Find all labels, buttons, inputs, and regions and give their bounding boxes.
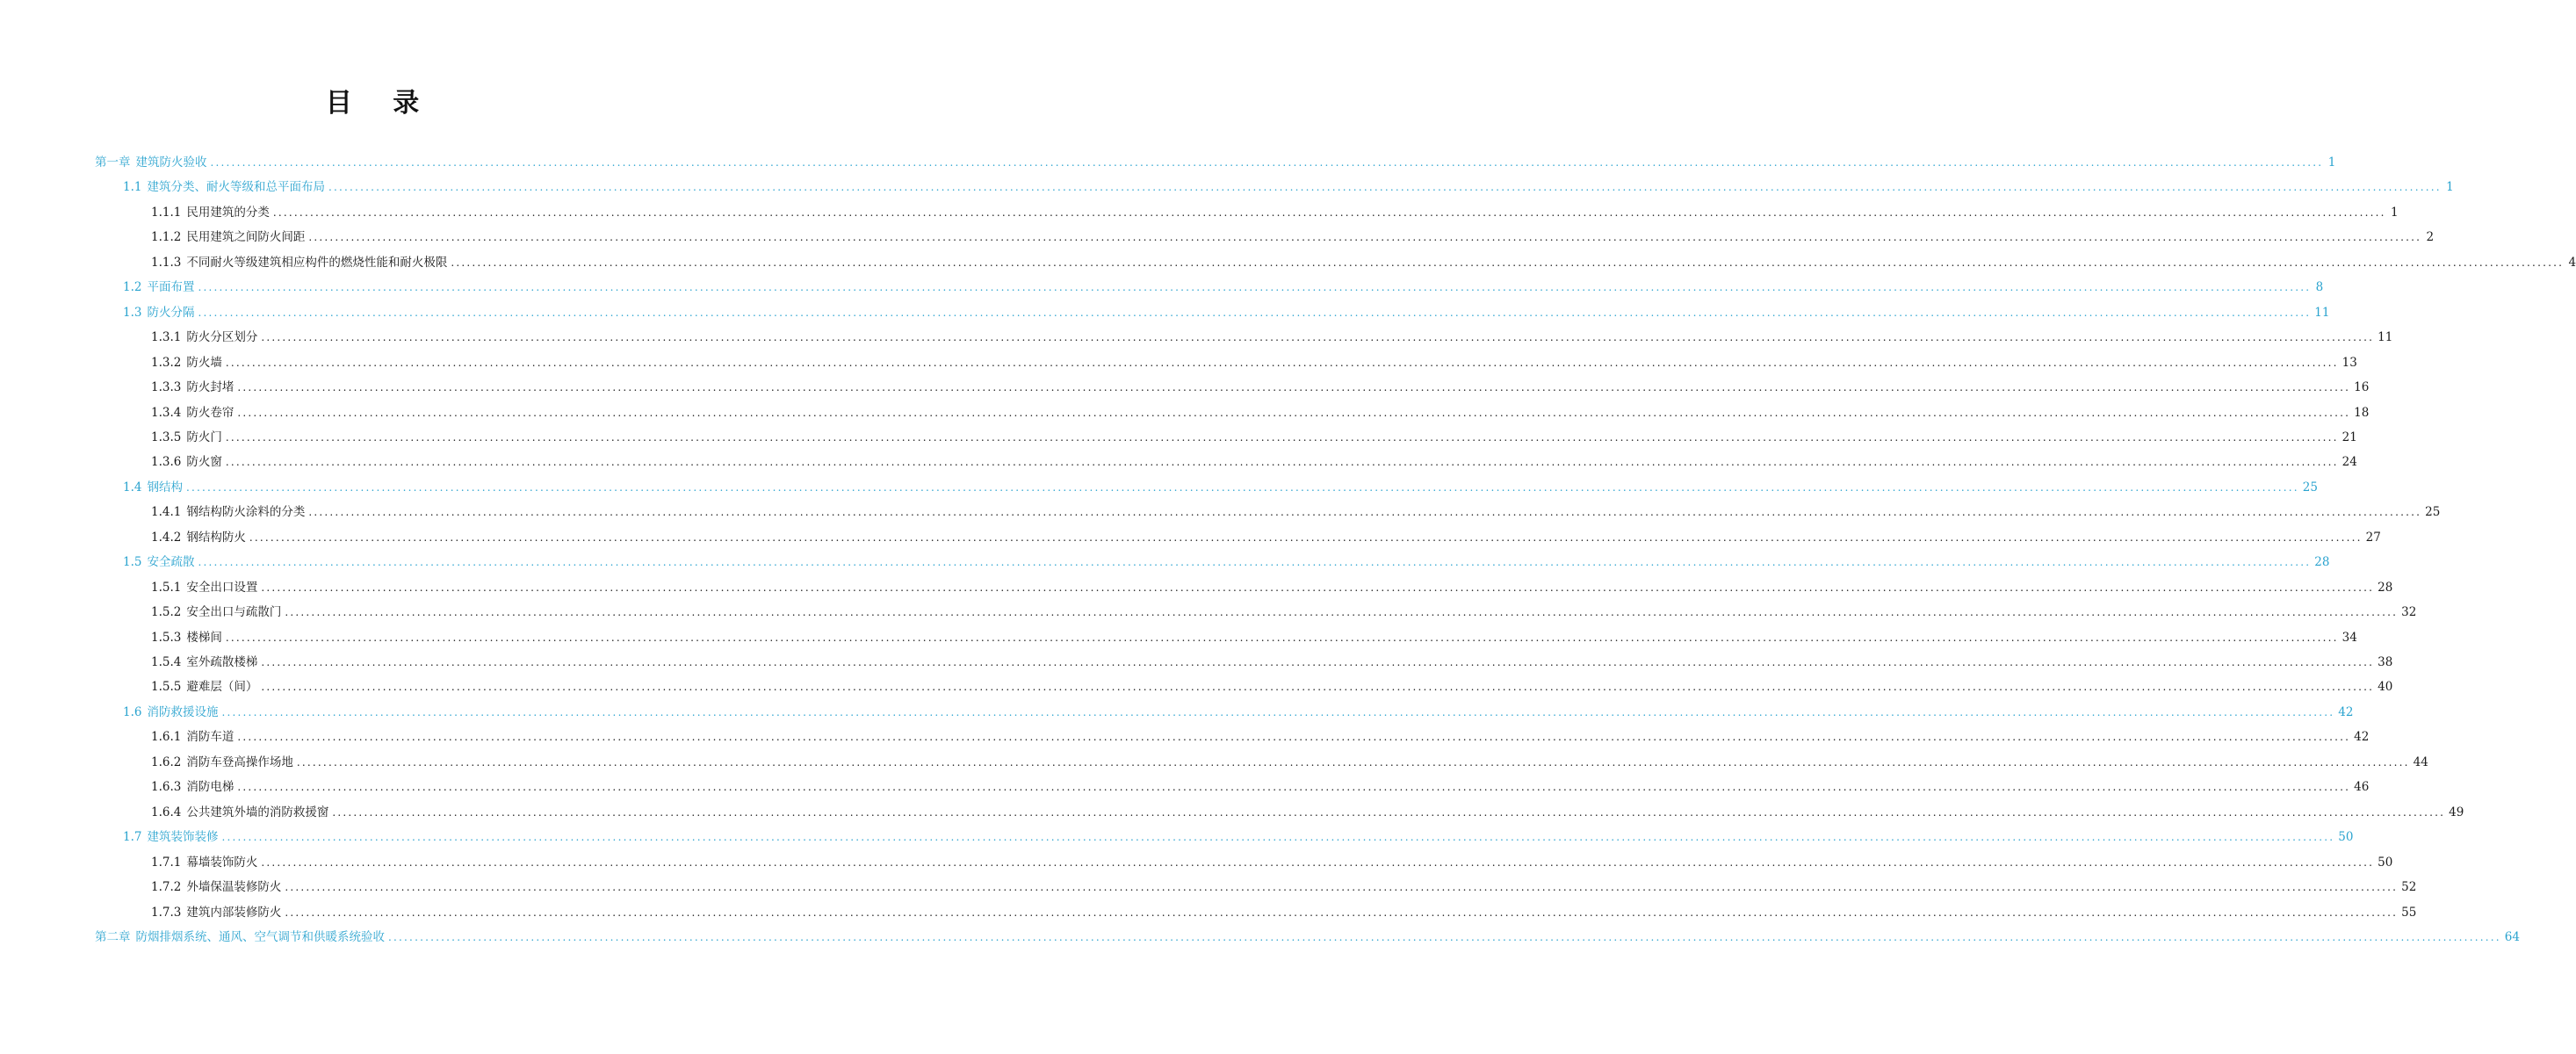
toc-leader-dots: ................................................................................................................................................................................................................................................................................................................................................................................................................ bbox=[308, 231, 2422, 244]
toc-entry[interactable] bbox=[151, 750, 2428, 775]
toc-entry-number: 第一章 bbox=[95, 155, 131, 170]
toc-entry-number: 第二章 bbox=[95, 929, 131, 944]
toc-entry-page: 1 bbox=[2391, 205, 2399, 220]
toc-entry[interactable] bbox=[151, 575, 2393, 600]
toc-entry-page: 34 bbox=[2341, 630, 2357, 645]
toc-entry-title: 建筑分类、耐火等级和总平面布局 bbox=[147, 180, 325, 195]
toc-entry-page: 25 bbox=[2302, 480, 2318, 495]
toc-leader-dots: ................................................................................................................................................................................................................................................................................................................................................................................................................ bbox=[221, 705, 2335, 718]
toc-entry-number: 1.3.5 bbox=[151, 430, 182, 444]
toc-leader-dots: ................................................................................................................................................................................................................................................................................................................................................................................................................ bbox=[388, 930, 2501, 943]
toc-entry-title: 安全出口与疏散门 bbox=[186, 605, 282, 620]
toc-entry[interactable] bbox=[151, 875, 2417, 899]
toc-entry-number: 1.4.1 bbox=[151, 505, 182, 520]
toc-entry-number: 1.1 bbox=[123, 180, 142, 195]
toc-entry-number: 1.1.1 bbox=[151, 205, 182, 220]
toc-entry[interactable] bbox=[151, 725, 2370, 749]
toc-entry-page: 28 bbox=[2314, 555, 2330, 570]
toc-entry-page: 18 bbox=[2354, 405, 2370, 420]
toc-entry-page: 38 bbox=[2378, 655, 2393, 669]
toc-entry-page: 11 bbox=[2314, 305, 2330, 320]
toc-entry-number: 1.5.3 bbox=[151, 630, 182, 645]
toc-leader-dots: ................................................................................................................................................................................................................................................................................................................................................................................................................ bbox=[272, 206, 2386, 219]
toc-entry-title: 室外疏散楼梯 bbox=[186, 655, 258, 669]
toc-entry-page: 46 bbox=[2354, 780, 2370, 795]
toc-entry-number: 1.7.2 bbox=[151, 880, 182, 895]
toc-entry-page: 4 bbox=[2568, 255, 2576, 270]
toc-entry-number: 1.7 bbox=[123, 830, 142, 845]
toc-entry-title: 防火门 bbox=[186, 430, 222, 444]
toc-entry-page: 42 bbox=[2338, 704, 2354, 719]
toc-entry-number: 1.3.1 bbox=[151, 330, 182, 345]
toc-entry-number: 1.5.5 bbox=[151, 680, 182, 695]
toc-entry[interactable] bbox=[151, 350, 2357, 375]
toc-entry-number: 1.5.1 bbox=[151, 580, 182, 595]
toc-entry[interactable] bbox=[151, 775, 2370, 799]
toc-entry[interactable] bbox=[151, 450, 2357, 474]
toc-leader-dots: ................................................................................................................................................................................................................................................................................................................................................................................................................ bbox=[185, 480, 2299, 494]
toc-entry-number: 1.6.1 bbox=[151, 730, 182, 745]
toc-entry-title: 钢结构防火涂料的分类 bbox=[186, 505, 306, 520]
toc-leader-dots: ................................................................................................................................................................................................................................................................................................................................................................................................................ bbox=[221, 831, 2335, 844]
toc-entry-title: 平面布置 bbox=[147, 280, 195, 295]
toc-entry-number: 1.4.2 bbox=[151, 530, 182, 545]
toc-entry-number: 1.4 bbox=[123, 480, 142, 495]
toc-leader-dots: ................................................................................................................................................................................................................................................................................................................................................................................................................ bbox=[237, 731, 2351, 744]
toc-entry[interactable] bbox=[151, 600, 2417, 624]
toc-entry-title: 防火分隔 bbox=[147, 305, 195, 320]
toc-entry-title: 楼梯间 bbox=[186, 630, 222, 645]
toc-entry[interactable] bbox=[151, 850, 2393, 875]
toc-entry-number: 1.1.2 bbox=[151, 230, 182, 245]
toc-entry[interactable] bbox=[123, 825, 2354, 849]
toc-entry-number: 1.7.3 bbox=[151, 905, 182, 920]
toc-leader-dots: ................................................................................................................................................................................................................................................................................................................................................................................................................ bbox=[237, 406, 2351, 419]
toc-entry-page: 25 bbox=[2425, 505, 2441, 520]
toc-leader-dots: ................................................................................................................................................................................................................................................................................................................................................................................................................ bbox=[225, 430, 2339, 444]
toc-leader-dots: ................................................................................................................................................................................................................................................................................................................................................................................................................ bbox=[261, 331, 2375, 344]
toc-entry-title: 消防车道 bbox=[186, 730, 235, 745]
toc-leader-dots: ................................................................................................................................................................................................................................................................................................................................................................................................................ bbox=[198, 281, 2312, 294]
toc-entry[interactable] bbox=[151, 650, 2393, 675]
toc-entry[interactable] bbox=[151, 401, 2370, 425]
toc-entry-title: 钢结构 bbox=[147, 480, 183, 495]
toc-leader-dots: ................................................................................................................................................................................................................................................................................................................................................................................................................ bbox=[225, 631, 2339, 644]
toc-entry-title: 消防救援设施 bbox=[147, 704, 219, 719]
toc-entry[interactable] bbox=[123, 300, 2330, 325]
toc-entry-number: 1.7.1 bbox=[151, 855, 182, 870]
toc-entry[interactable] bbox=[151, 325, 2393, 350]
toc-entry[interactable] bbox=[151, 625, 2357, 650]
toc-entry-number: 1.6.4 bbox=[151, 805, 182, 819]
toc-entry-page: 50 bbox=[2338, 830, 2354, 845]
toc-leader-dots: ................................................................................................................................................................................................................................................................................................................................................................................................................ bbox=[225, 356, 2339, 369]
toc-entry-page: 1 bbox=[2446, 180, 2454, 195]
toc-leader-dots: ................................................................................................................................................................................................................................................................................................................................................................................................................ bbox=[261, 681, 2375, 694]
toc-entry-page: 1 bbox=[2327, 155, 2336, 170]
toc-entry-page: 55 bbox=[2401, 905, 2417, 920]
toc-leader-dots: ................................................................................................................................................................................................................................................................................................................................................................................................................ bbox=[308, 506, 2422, 519]
toc-entry-title: 避难层（间） bbox=[186, 680, 258, 695]
toc-entry-title: 民用建筑之间防火间距 bbox=[186, 230, 306, 245]
toc-leader-dots: ................................................................................................................................................................................................................................................................................................................................................................................................................ bbox=[451, 256, 2565, 269]
toc-entry-page: 32 bbox=[2401, 605, 2417, 620]
toc-leader-dots: ................................................................................................................................................................................................................................................................................................................................................................................................................ bbox=[249, 531, 2363, 544]
toc-entry-number: 1.3 bbox=[123, 305, 142, 320]
toc-entry[interactable] bbox=[123, 550, 2330, 574]
toc-entry[interactable] bbox=[95, 925, 2520, 949]
toc-entry-title: 钢结构防火 bbox=[186, 530, 246, 545]
toc-entry-title: 建筑内部装修防火 bbox=[186, 905, 282, 920]
toc-entry-page: 16 bbox=[2354, 380, 2370, 395]
toc-leader-dots: ................................................................................................................................................................................................................................................................................................................................................................................................................ bbox=[332, 805, 2446, 819]
toc-entry[interactable] bbox=[151, 675, 2393, 699]
toc-entry-page: 27 bbox=[2365, 530, 2381, 545]
toc-entry-page: 42 bbox=[2354, 730, 2370, 745]
toc-entry-title: 建筑防火验收 bbox=[135, 155, 207, 170]
toc-leader-dots: ................................................................................................................................................................................................................................................................................................................................................................................................................ bbox=[261, 581, 2375, 594]
toc-entry-title: 民用建筑的分类 bbox=[186, 205, 270, 220]
toc-entry[interactable] bbox=[151, 800, 2464, 825]
toc-leader-dots: ................................................................................................................................................................................................................................................................................................................................................................................................................ bbox=[225, 456, 2339, 469]
toc-entry[interactable] bbox=[123, 275, 2324, 300]
toc-entry-page: 24 bbox=[2341, 455, 2357, 470]
toc-entry-title: 防火卷帘 bbox=[186, 405, 235, 420]
toc-entry-number: 1.6.3 bbox=[151, 780, 182, 795]
toc-entry[interactable] bbox=[123, 475, 2318, 500]
toc-entry-page: 11 bbox=[2378, 330, 2393, 345]
toc-entry-page: 28 bbox=[2378, 580, 2393, 595]
toc-entry-number: 1.2 bbox=[123, 280, 142, 295]
toc-entry-page: 44 bbox=[2413, 754, 2428, 769]
toc-entry[interactable] bbox=[123, 700, 2354, 725]
toc-entry[interactable] bbox=[151, 250, 2576, 275]
toc-leader-dots: ................................................................................................................................................................................................................................................................................................................................................................................................................ bbox=[285, 906, 2399, 919]
toc-entry-title: 外墙保温装修防火 bbox=[186, 880, 282, 895]
toc-entry-title: 防烟排烟系统、通风、空气调节和供暖系统验收 bbox=[135, 929, 385, 944]
toc-entry-number: 1.5 bbox=[123, 555, 142, 570]
toc-entry-page: 52 bbox=[2401, 880, 2417, 895]
toc-entry[interactable] bbox=[151, 225, 2435, 249]
toc-entry-title: 防火分区划分 bbox=[186, 330, 258, 345]
toc-entry-number: 1.6.2 bbox=[151, 754, 182, 769]
toc-entry[interactable] bbox=[151, 525, 2381, 550]
toc-entry[interactable] bbox=[151, 900, 2417, 925]
toc-entry[interactable] bbox=[151, 425, 2357, 450]
toc-entry-page: 13 bbox=[2341, 355, 2357, 370]
toc-entry-number: 1.1.3 bbox=[151, 255, 182, 270]
toc-entry-title: 安全疏散 bbox=[147, 555, 195, 570]
toc-entry-title: 建筑装饰装修 bbox=[147, 830, 219, 845]
toc-entry-page: 50 bbox=[2378, 855, 2393, 870]
page-title: 目 录 bbox=[325, 88, 436, 119]
toc-leader-dots: ................................................................................................................................................................................................................................................................................................................................................................................................................ bbox=[198, 306, 2312, 319]
toc-entry-title: 防火窗 bbox=[186, 455, 222, 470]
toc-leader-dots: ................................................................................................................................................................................................................................................................................................................................................................................................................ bbox=[261, 656, 2375, 668]
toc-leader-dots: ................................................................................................................................................................................................................................................................................................................................................................................................................ bbox=[237, 381, 2351, 394]
toc-leader-dots: ................................................................................................................................................................................................................................................................................................................................................................................................................ bbox=[237, 781, 2351, 794]
toc-entry-page: 64 bbox=[2504, 929, 2520, 944]
toc-entry-title: 防火墙 bbox=[186, 355, 222, 370]
toc-entry[interactable] bbox=[123, 175, 2454, 199]
toc-entry-number: 1.3.2 bbox=[151, 355, 182, 370]
toc-entry-title: 幕墙装饰防火 bbox=[186, 855, 258, 870]
toc-entry[interactable] bbox=[151, 375, 2370, 400]
toc-entry-title: 公共建筑外墙的消防救援窗 bbox=[186, 805, 329, 819]
toc-entry-number: 1.3.4 bbox=[151, 405, 182, 420]
toc-entry-page: 8 bbox=[2315, 280, 2324, 295]
toc-entry-number: 1.5.2 bbox=[151, 605, 182, 620]
toc-entry-number: 1.5.4 bbox=[151, 655, 182, 669]
toc-leader-dots: ................................................................................................................................................................................................................................................................................................................................................................................................................ bbox=[296, 755, 2410, 769]
toc-entry[interactable] bbox=[95, 150, 2336, 175]
toc-leader-dots: ................................................................................................................................................................................................................................................................................................................................................................................................................ bbox=[198, 556, 2312, 569]
toc-entry-number: 1.3.3 bbox=[151, 380, 182, 395]
toc-entry-page: 40 bbox=[2378, 680, 2393, 695]
toc-entry-title: 安全出口设置 bbox=[186, 580, 258, 595]
toc-entry-number: 1.6 bbox=[123, 704, 142, 719]
toc-entry-page: 49 bbox=[2449, 805, 2464, 819]
toc-leader-dots: ................................................................................................................................................................................................................................................................................................................................................................................................................ bbox=[261, 855, 2375, 869]
toc-entry-page: 2 bbox=[2426, 230, 2435, 245]
toc-entry-page: 21 bbox=[2341, 430, 2357, 444]
toc-entry-title: 消防车登高操作场地 bbox=[186, 754, 293, 769]
toc-leader-dots: ................................................................................................................................................................................................................................................................................................................................................................................................................ bbox=[285, 881, 2399, 894]
toc-leader-dots: ................................................................................................................................................................................................................................................................................................................................................................................................................ bbox=[210, 156, 2324, 169]
toc-entry-title: 不同耐火等级建筑相应构件的燃烧性能和耐火极限 bbox=[186, 255, 448, 270]
toc-entry-title: 消防电梯 bbox=[186, 780, 235, 795]
toc-entry[interactable] bbox=[151, 200, 2399, 225]
toc-leader-dots: ................................................................................................................................................................................................................................................................................................................................................................................................................ bbox=[328, 181, 2442, 194]
toc-entry-number: 1.3.6 bbox=[151, 455, 182, 470]
toc-entry-title: 防火封堵 bbox=[186, 380, 235, 395]
toc-leader-dots: ................................................................................................................................................................................................................................................................................................................................................................................................................ bbox=[285, 606, 2399, 619]
toc-entry[interactable] bbox=[151, 500, 2441, 524]
